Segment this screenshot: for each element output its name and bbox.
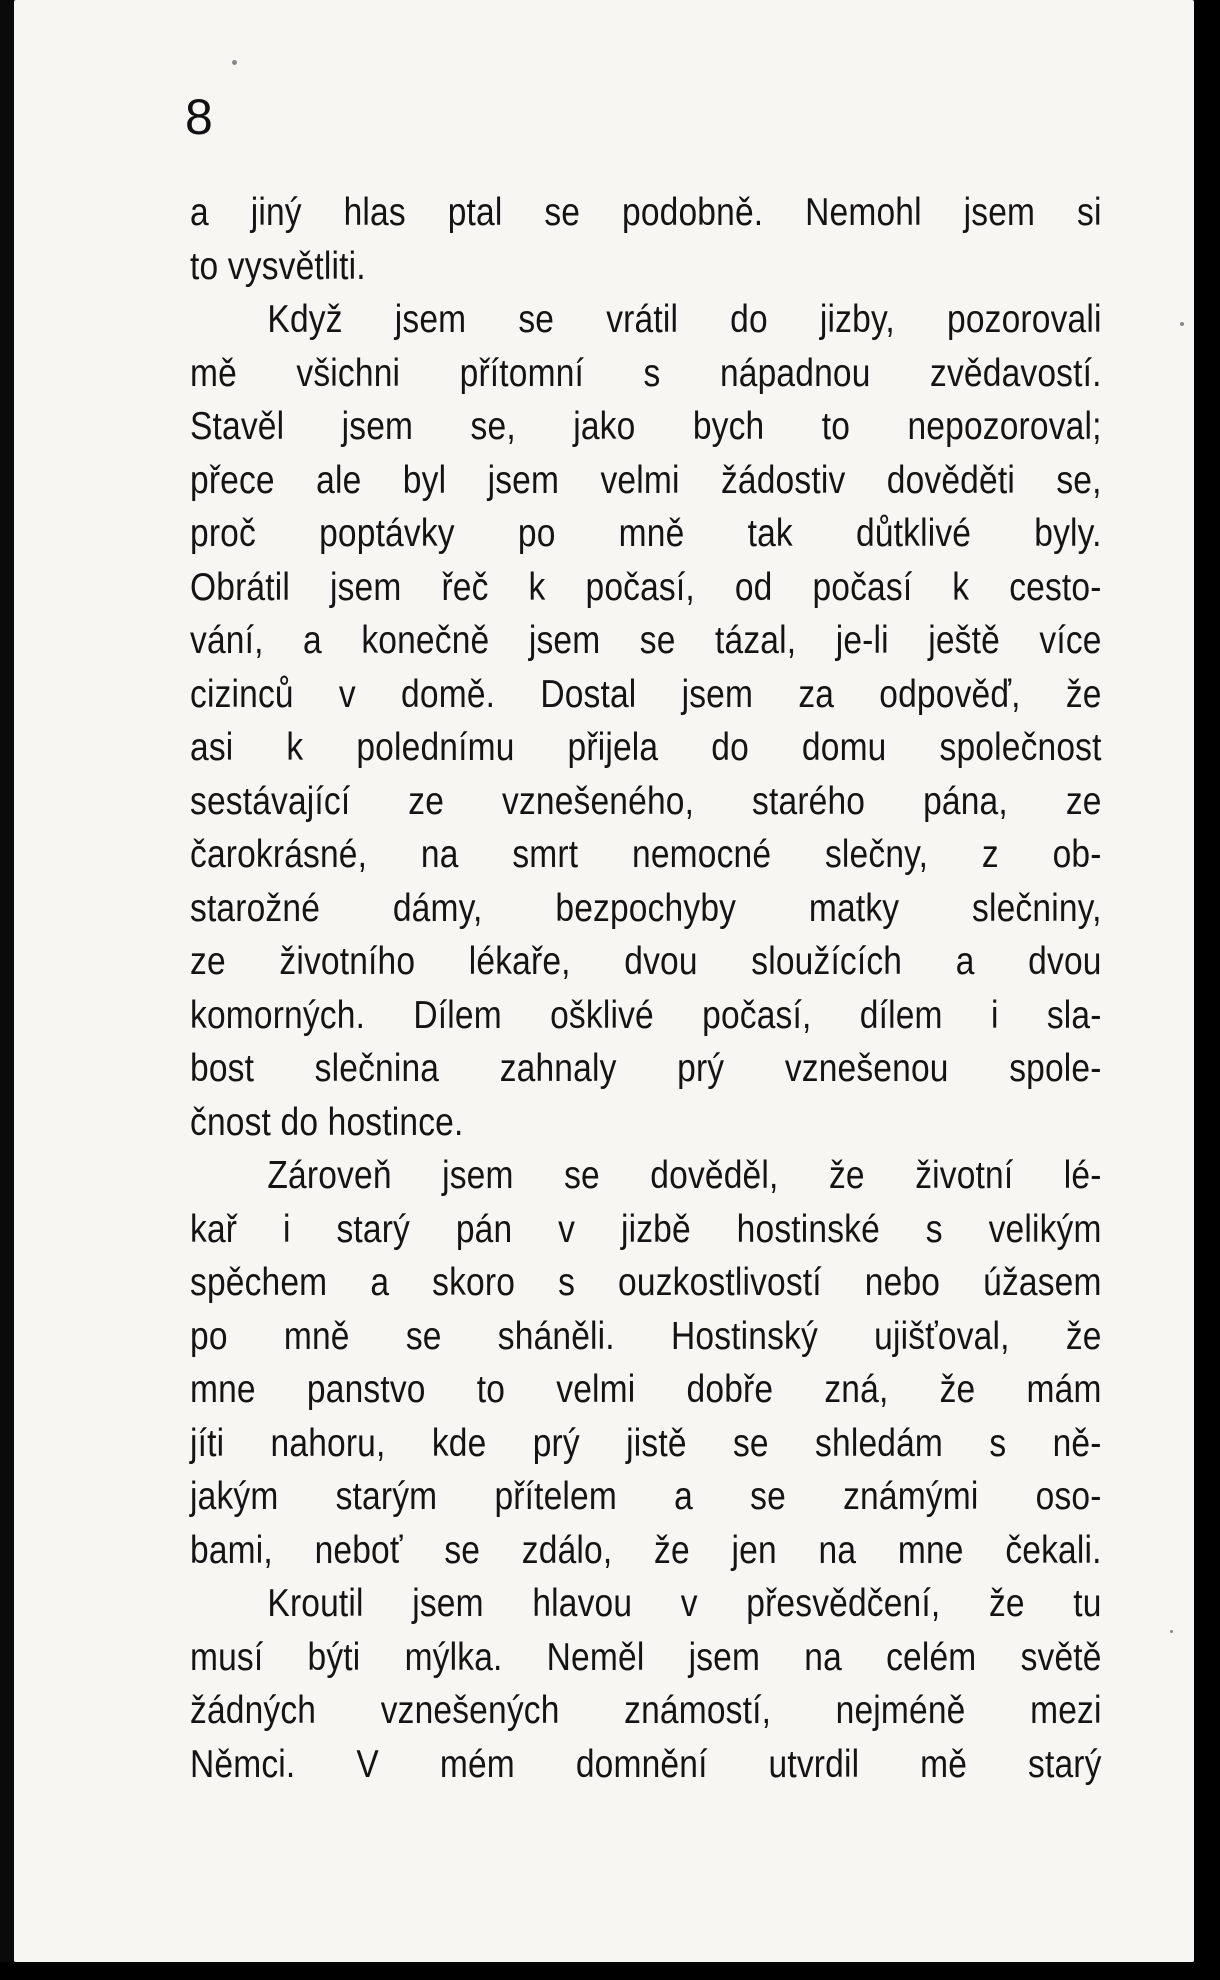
text-line: bost slečnina zahnaly prý vznešenou spole- xyxy=(190,1047,1102,1090)
text-line: spěchem a skoro s ouzkostlivostí nebo úžasem xyxy=(190,1261,1102,1304)
text-line: asi k polednímu přijela do domu společnost xyxy=(190,726,1102,769)
text-line: Obrátil jsem řeč k počasí, od počasí k cesto- xyxy=(190,565,1102,609)
text-line: a jiný hlas ptal se podobně. Nemohl jsem si xyxy=(190,191,1102,234)
paper-speck xyxy=(1170,1630,1173,1633)
text-line: Kroutil jsem hlavou v přesvědčení, že tu xyxy=(267,1582,1102,1625)
text-line: vání, a konečně jsem se tázal, je-li ještě více xyxy=(190,619,1102,662)
paper-speck xyxy=(1180,322,1184,326)
text-line: Zároveň jsem se dověděl, že životní lé- xyxy=(267,1154,1102,1197)
text-line: proč poptávky po mně tak důtklivé byly. xyxy=(190,512,1102,555)
text-line: cizinců v domě. Dostal jsem za odpověď, že xyxy=(190,672,1102,716)
text-line: jakým starým přítelem a se známými oso- xyxy=(190,1475,1102,1518)
text-line: to vysvětliti. xyxy=(190,244,366,288)
text-line: musí býti mýlka. Neměl jsem na celém světě xyxy=(190,1635,1102,1679)
text-line: přece ale byl jsem velmi žádostiv dověděti se, xyxy=(190,458,1102,502)
text-line: Když jsem se vrátil do jizby, pozorovali xyxy=(267,298,1102,341)
text-line: komorných. Dílem ošklivé počasí, dílem i sla- xyxy=(190,993,1102,1037)
text-line: mne panstvo to velmi dobře zná, že mám xyxy=(190,1368,1102,1411)
text-line: starožné dámy, bezpochyby matky slečniny, xyxy=(190,886,1102,930)
text-line: ze životního lékaře, dvou sloužících a dvou xyxy=(190,940,1102,983)
text-line: bami, neboť se zdálo, že jen na mne čekali. xyxy=(190,1528,1102,1572)
text-line: jíti nahoru, kde prý jistě se shledám s ně- xyxy=(190,1421,1102,1465)
scan-border-bottom xyxy=(0,1962,1220,1980)
text-line: sestávající ze vznešeného, starého pána, ze xyxy=(190,779,1102,823)
body-text xyxy=(190,186,1102,1791)
text-line: Němci. V mém domnění utvrdil mě starý xyxy=(190,1742,1102,1786)
text-line: žádných vznešených známostí, nejméně mezi xyxy=(190,1689,1102,1732)
scan-border-right xyxy=(1194,0,1220,1980)
text-line: čnost do hostince. xyxy=(190,1100,464,1144)
text-line: Stavěl jsem se, jako bych to nepozoroval; xyxy=(190,405,1102,448)
paper-speck xyxy=(232,60,237,65)
text-line: čarokrásné, na smrt nemocné slečny, z ob- xyxy=(190,833,1102,876)
text-line: kař i starý pán v jizbě hostinské s velikým xyxy=(190,1207,1102,1251)
text-line: mě všichni přítomní s nápadnou zvědavostí. xyxy=(190,351,1102,395)
page-number: 8 xyxy=(185,89,213,145)
text-line: po mně se sháněli. Hostinský ujišťoval, že xyxy=(190,1314,1102,1358)
